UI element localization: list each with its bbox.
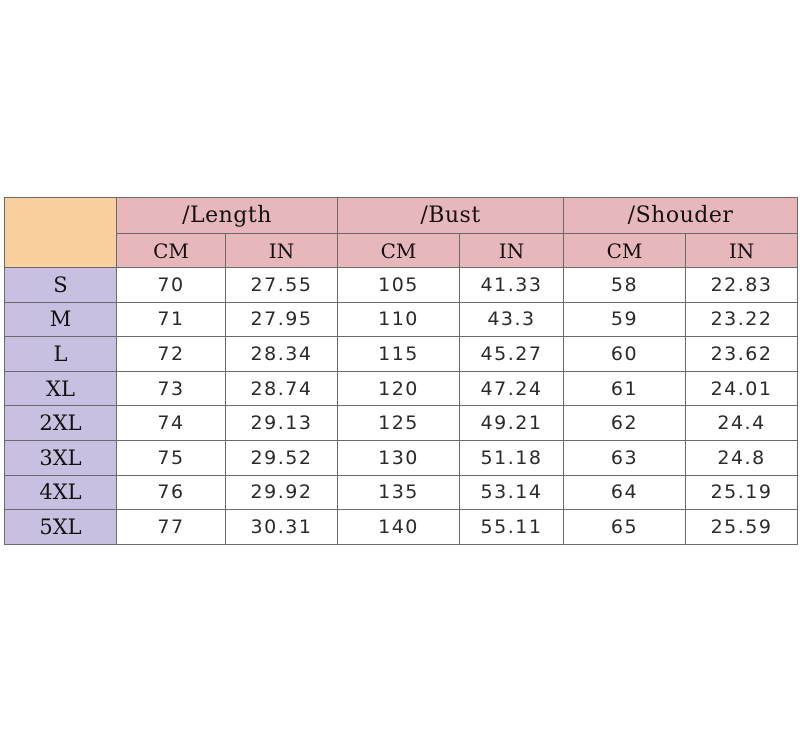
measurement-cell: 64 (564, 475, 686, 510)
measurement-cell: 27.95 (226, 302, 338, 337)
measurement-cell: 23.62 (686, 337, 798, 372)
measurement-cell: 125 (338, 406, 460, 441)
size-label: S (5, 268, 117, 303)
measurement-cell: 135 (338, 475, 460, 510)
size-label: 4XL (5, 475, 117, 510)
measurement-cell: 27.55 (226, 268, 338, 303)
measurement-cell: 58 (564, 268, 686, 303)
size-label: XL (5, 371, 117, 406)
corner-cell (5, 198, 117, 268)
measurement-group-row (5, 198, 798, 234)
measurement-cell: 140 (338, 510, 460, 545)
unit-header: IN (460, 234, 564, 268)
size-chart-table (4, 197, 798, 545)
measurement-cell: 41.33 (460, 268, 564, 303)
measurement-cell: 49.21 (460, 406, 564, 441)
measurement-cell: 24.4 (686, 406, 798, 441)
measurement-cell: 55.11 (460, 510, 564, 545)
unit-header: CM (117, 234, 226, 268)
size-label: 2XL (5, 406, 117, 441)
measurement-cell: 25.19 (686, 475, 798, 510)
measurement-cell: 43.3 (460, 302, 564, 337)
measurement-cell: 29.52 (226, 440, 338, 475)
unit-header: IN (226, 234, 338, 268)
measurement-cell: 72 (117, 337, 226, 372)
measurement-cell: 51.18 (460, 440, 564, 475)
table-row (5, 475, 798, 510)
table-row (5, 406, 798, 441)
measurement-cell: 24.01 (686, 371, 798, 406)
measurement-cell: 130 (338, 440, 460, 475)
measurement-cell: 59 (564, 302, 686, 337)
table-row (5, 510, 798, 545)
measurement-cell: 30.31 (226, 510, 338, 545)
measurement-cell: 45.27 (460, 337, 564, 372)
measurement-cell: 28.74 (226, 371, 338, 406)
unit-header: IN (686, 234, 798, 268)
measurement-cell: 63 (564, 440, 686, 475)
measurement-cell: 60 (564, 337, 686, 372)
measurement-cell: 115 (338, 337, 460, 372)
measurement-cell: 53.14 (460, 475, 564, 510)
bust-group-header: /Bust (338, 198, 564, 234)
measurement-cell: 105 (338, 268, 460, 303)
measurement-cell: 61 (564, 371, 686, 406)
measurement-cell: 24.8 (686, 440, 798, 475)
measurement-cell: 75 (117, 440, 226, 475)
measurement-cell: 77 (117, 510, 226, 545)
measurement-cell: 74 (117, 406, 226, 441)
measurement-cell: 70 (117, 268, 226, 303)
measurement-cell: 73 (117, 371, 226, 406)
shoulder-group-header: /Shouder (564, 198, 798, 234)
measurement-cell: 71 (117, 302, 226, 337)
size-label: M (5, 302, 117, 337)
size-label: L (5, 337, 117, 372)
measurement-cell: 65 (564, 510, 686, 545)
measurement-cell: 29.92 (226, 475, 338, 510)
measurement-cell: 47.24 (460, 371, 564, 406)
size-chart-body (5, 198, 798, 545)
size-label: 5XL (5, 510, 117, 545)
table-row (5, 440, 798, 475)
table-row (5, 302, 798, 337)
unit-header: CM (338, 234, 460, 268)
measurement-cell: 120 (338, 371, 460, 406)
measurement-cell: 22.83 (686, 268, 798, 303)
measurement-cell: 28.34 (226, 337, 338, 372)
table-row (5, 337, 798, 372)
size-label: 3XL (5, 440, 117, 475)
unit-header-row (5, 234, 798, 268)
measurement-cell: 25.59 (686, 510, 798, 545)
measurement-cell: 29.13 (226, 406, 338, 441)
measurement-cell: 62 (564, 406, 686, 441)
unit-header: CM (564, 234, 686, 268)
measurement-cell: 23.22 (686, 302, 798, 337)
measurement-cell: 110 (338, 302, 460, 337)
table-row (5, 371, 798, 406)
measurement-cell: 76 (117, 475, 226, 510)
length-group-header: /Length (117, 198, 338, 234)
table-row (5, 268, 798, 303)
